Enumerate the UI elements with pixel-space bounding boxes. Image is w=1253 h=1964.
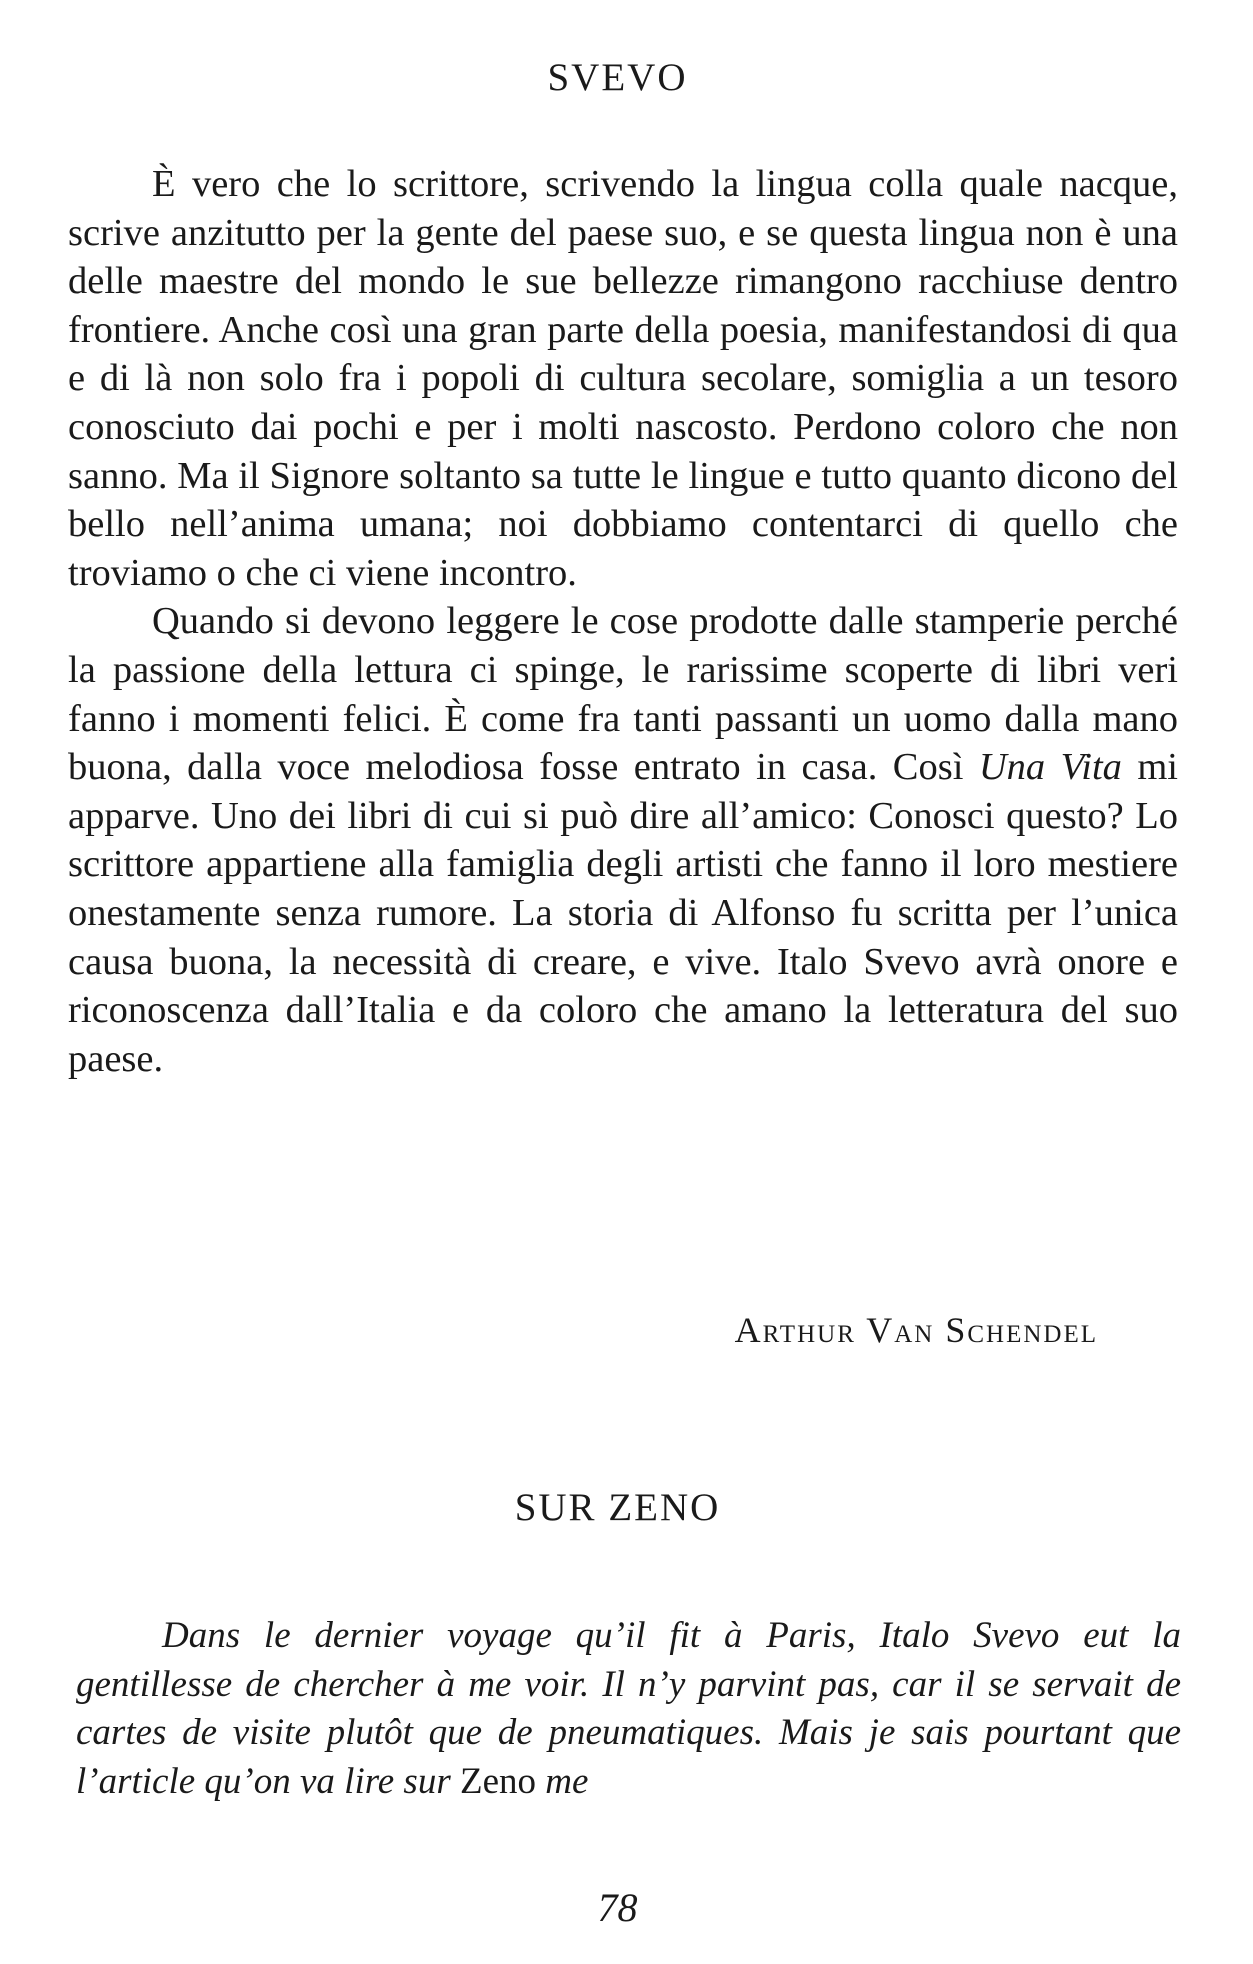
running-head: SVEVO	[547, 56, 688, 99]
author-signature: Arthur Van Schendel	[734, 1310, 1098, 1350]
essay-paragraph-2	[68, 597, 1178, 1083]
section-intro-part-1: Dans le dernier voyage qu’il fit à Paris, Italo Svevo eut la gentillesse de chercher à me voir. Il n’y parvint pas, car il se servait de cartes de visite plutôt que de pneumatiques. Mais je sais pourtant que l’article qu’on va lire sur	[76, 1615, 1181, 1802]
page-number: 78	[597, 1885, 638, 1930]
section-intro-part-2: me	[536, 1760, 589, 1802]
section-intro	[76, 1612, 1181, 1806]
essay-paragraph-2-part-2: mi apparve. Uno dei libri di cui si può dire all’amico: Conosci questo? Lo scrittore appartiene alla famiglia degli artisti che fanno il loro mestiere onestamente senza rumore. La storia di Alfonso fu scritta per l’unica causa buona, la necessità di creare, e vive. Italo Svevo avrà onore e riconoscenza dall’Italia e da coloro che amano la letteratura del suo paese.	[68, 746, 1178, 1080]
section-title: SUR ZENO	[514, 1486, 721, 1529]
book-title-zeno: Zeno	[459, 1760, 537, 1802]
section-intro-paragraph	[76, 1612, 1181, 1806]
essay-paragraph-1: È vero che lo scrittore, scrivendo la lingua colla quale nacque, scrive anzitutto per la gente del paese suo, e se questa lingua non è una delle maestre del mondo le sue bellezze rimangono racchiuse dentro frontiere. Anche così una gran parte della poesia, manifestandosi di qua e di là non solo fra i popoli di cultura secolare, somiglia a un tesoro conosciuto dai pochi e per i molti nascosto. Perdono coloro che non sanno. Ma il Signore soltanto sa tutte le lingue e tutto quanto dicono del bello nell’anima umana; noi dobbiamo contentarci di quello che troviamo o che ci viene incontro.	[68, 163, 1178, 594]
essay-paragraph-2-part-1: Quando si devono leggere le cose prodotte dalle stamperie perché la passione della lettura ci spinge, le rarissime scoperte di libri veri fanno i momenti felici. È come fra tanti passanti un uomo dalla mano buona, dalla voce melodiosa fosse entrato in casa. Così	[68, 600, 1178, 789]
book-title-una-vita: Una Vita	[978, 746, 1122, 789]
essay-body	[68, 160, 1178, 1083]
